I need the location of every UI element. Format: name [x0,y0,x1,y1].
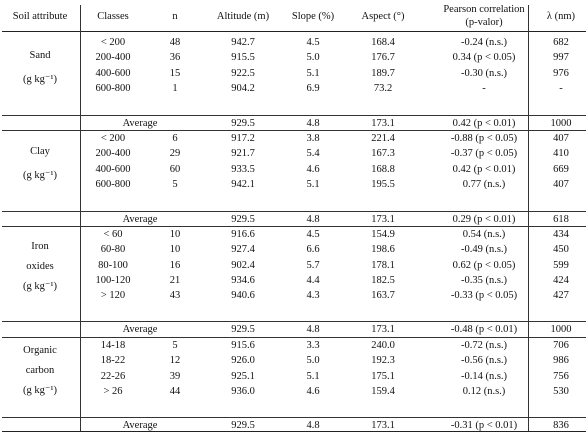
n-cell: 39 [169,370,181,382]
header-rule [2,31,586,32]
header-slope: Slope (%) [291,11,335,22]
altitude-cell: 933.5 [231,163,255,175]
slope-cell: 5.1 [306,178,320,190]
average-slope: 4.8 [306,419,320,431]
average-altitude: 929.5 [231,419,255,431]
slope-cell: 4.5 [306,37,320,48]
header-lambda: λ (nm) [546,11,576,22]
average-aspect: 173.1 [371,117,395,129]
n-cell: 12 [169,355,181,367]
average-slope: 4.8 [306,117,320,129]
n-cell: 1 [172,82,178,94]
pearson-cell: -0.30 (n.s.) [460,67,508,79]
average-lambda: 1000 [550,323,572,335]
pearson-cell: -0.35 (n.s.) [460,274,508,286]
lambda-cell: 424 [553,274,569,286]
aspect-cell: 154.9 [371,229,395,240]
soil-attribute-label: Organic [23,344,57,356]
class-cell: 80-100 [98,259,128,271]
average-slope: 4.8 [306,213,320,225]
n-cell: 10 [169,244,181,256]
altitude-cell: 916.6 [231,229,255,240]
n-cell: 10 [169,229,181,240]
altitude-cell: 936.0 [231,385,255,397]
altitude-cell: 921.7 [231,148,255,160]
lambda-cell: 434 [553,229,569,240]
slope-cell: 5.4 [306,148,320,160]
class-cell: < 60 [103,229,123,240]
column-divider [80,5,81,431]
soil-attribute-label: carbon [25,364,55,376]
group-rule [2,431,586,432]
n-cell: 48 [169,37,181,48]
altitude-cell: 922.5 [231,67,255,79]
n-cell: 21 [169,274,181,286]
average-pearson: 0.29 (p < 0.01) [452,213,516,225]
average-label: Average [122,213,158,225]
aspect-cell: 163.7 [371,290,395,302]
slope-cell: 5.0 [306,52,320,64]
slope-cell: 4.4 [306,274,320,286]
class-cell: 100-120 [95,274,131,286]
average-label: Average [122,323,158,335]
altitude-cell: 940.6 [231,290,255,302]
lambda-cell: 407 [553,178,569,190]
soil-attribute-label: (g kg⁻¹) [22,169,58,181]
lambda-cell: 669 [553,163,569,175]
class-cell: 400-600 [95,163,131,175]
slope-cell: 6.9 [306,82,320,94]
average-aspect: 173.1 [371,213,395,225]
header-aspect: Aspect (°) [361,11,405,22]
lambda-cell: 706 [553,340,569,351]
n-cell: 5 [172,340,178,351]
altitude-cell: 902.4 [231,259,255,271]
aspect-cell: 175.1 [371,370,395,382]
aspect-cell: 167.3 [371,148,395,160]
slope-cell: 4.6 [306,163,320,175]
n-cell: 36 [169,52,181,64]
aspect-cell: 240.0 [371,340,395,351]
lambda-cell: 986 [553,355,569,367]
aspect-cell: 221.4 [371,133,395,144]
aspect-cell: 182.5 [371,274,395,286]
average-lambda: 836 [553,419,569,431]
header-soil-attribute: Soil attribute [12,11,68,22]
slope-cell: 5.1 [306,370,320,382]
pearson-cell: -0.14 (n.s.) [460,370,508,382]
altitude-cell: 927.4 [231,244,255,256]
n-cell: 60 [169,163,181,175]
pearson-cell: 0.77 (n.s.) [462,178,506,190]
aspect-cell: 159.4 [371,385,395,397]
altitude-cell: 942.7 [231,37,255,48]
average-lambda: 1000 [550,117,572,129]
slope-cell: 3.8 [306,133,320,144]
average-altitude: 929.5 [231,213,255,225]
n-cell: 5 [172,178,178,190]
soil-attribute-label: oxides [26,261,54,273]
soil-attribute-label: Sand [29,49,51,61]
average-altitude: 929.5 [231,323,255,335]
n-cell: 44 [169,385,181,397]
class-cell: < 200 [100,133,126,144]
aspect-cell: 168.4 [371,37,395,48]
pearson-cell: - [482,82,486,94]
average-slope: 4.8 [306,323,320,335]
class-cell: 200-400 [95,52,131,64]
pearson-cell: -0.24 (n.s.) [460,37,508,48]
class-cell: 18-22 [100,355,126,367]
average-pearson: 0.42 (p < 0.01) [452,117,516,129]
column-divider [528,5,529,431]
pearson-cell: -0.33 (p < 0.05) [450,290,518,302]
class-cell: 200-400 [95,148,131,160]
altitude-cell: 926.0 [231,355,255,367]
pearson-cell: -0.37 (p < 0.05) [450,148,518,160]
lambda-cell: 976 [553,67,569,79]
class-cell: 600-800 [95,82,131,94]
lambda-cell: - [559,82,563,94]
header-pearson: Pearson correlation [443,4,525,15]
class-cell: 400-600 [95,67,131,79]
lambda-cell: 407 [553,133,569,144]
lambda-cell: 756 [553,370,569,382]
header-altitude: Altitude (m) [216,11,270,22]
average-lambda: 618 [553,213,569,225]
n-cell: 43 [169,290,181,302]
slope-cell: 5.7 [306,259,320,271]
pearson-cell: -0.56 (n.s.) [460,355,508,367]
slope-cell: 6.6 [306,244,320,256]
soil-attribute-label: Iron [31,241,49,253]
altitude-cell: 917.2 [231,133,255,144]
aspect-cell: 168.8 [371,163,395,175]
group-rule [2,226,586,227]
n-cell: 15 [169,67,181,79]
pearson-cell: 0.54 (n.s.) [462,229,506,240]
soil-attribute-label: (g kg⁻¹) [22,73,58,85]
aspect-cell: 195.5 [371,178,395,190]
group-rule [2,337,586,338]
lambda-cell: 599 [553,259,569,271]
pearson-cell: 0.62 (p < 0.05) [452,259,516,271]
altitude-cell: 915.5 [231,52,255,64]
class-cell: > 26 [103,385,123,397]
altitude-cell: 915.6 [231,340,255,351]
pearson-cell: 0.42 (p < 0.01) [452,163,516,175]
aspect-cell: 73.2 [373,82,393,94]
n-cell: 6 [172,133,178,144]
average-aspect: 173.1 [371,419,395,431]
slope-cell: 4.3 [306,290,320,302]
average-aspect: 173.1 [371,323,395,335]
altitude-cell: 925.1 [231,370,255,382]
altitude-cell: 942.1 [231,178,255,190]
slope-cell: 4.5 [306,229,320,240]
slope-cell: 5.1 [306,67,320,79]
lambda-cell: 530 [553,385,569,397]
aspect-cell: 192.3 [371,355,395,367]
altitude-cell: 904.2 [231,82,255,94]
aspect-cell: 178.1 [371,259,395,271]
n-cell: 16 [169,259,181,271]
average-label: Average [122,419,158,431]
soil-attribute-label: (g kg⁻¹) [22,384,58,396]
n-cell: 29 [169,148,181,160]
altitude-cell: 934.6 [231,274,255,286]
pearson-cell: 0.12 (n.s.) [462,385,506,397]
lambda-cell: 682 [553,37,569,48]
class-cell: 600-800 [95,178,131,190]
lambda-cell: 427 [553,290,569,302]
aspect-cell: 198.6 [371,244,395,256]
lambda-cell: 997 [553,52,569,64]
slope-cell: 3.3 [306,340,320,351]
class-cell: 14-18 [100,340,126,351]
pearson-cell: 0.34 (p < 0.05) [452,52,516,64]
average-pearson: -0.48 (p < 0.01) [450,323,518,335]
aspect-cell: 176.7 [371,52,395,64]
header-classes: Classes [97,11,129,22]
header-pvalue: (p-valor) [465,17,503,28]
soil-attribute-label: Clay [30,145,50,157]
soil-attribute-label: (g kg⁻¹) [22,281,58,293]
average-label: Average [122,117,158,129]
slope-cell: 5.0 [306,355,320,367]
class-cell: > 120 [100,290,126,302]
aspect-cell: 189.7 [371,67,395,79]
average-altitude: 929.5 [231,117,255,129]
class-cell: 60-80 [100,244,126,256]
pearson-cell: -0.72 (n.s.) [460,340,508,351]
lambda-cell: 450 [553,244,569,256]
slope-cell: 4.6 [306,385,320,397]
header-n: n [172,11,178,22]
lambda-cell: 410 [553,148,569,160]
average-pearson: -0.31 (p < 0.01) [450,419,518,431]
pearson-cell: -0.49 (n.s.) [460,244,508,256]
class-cell: 22-26 [100,370,126,382]
group-rule [2,130,586,131]
class-cell: < 200 [100,37,126,48]
pearson-cell: -0.88 (p < 0.05) [450,133,518,144]
